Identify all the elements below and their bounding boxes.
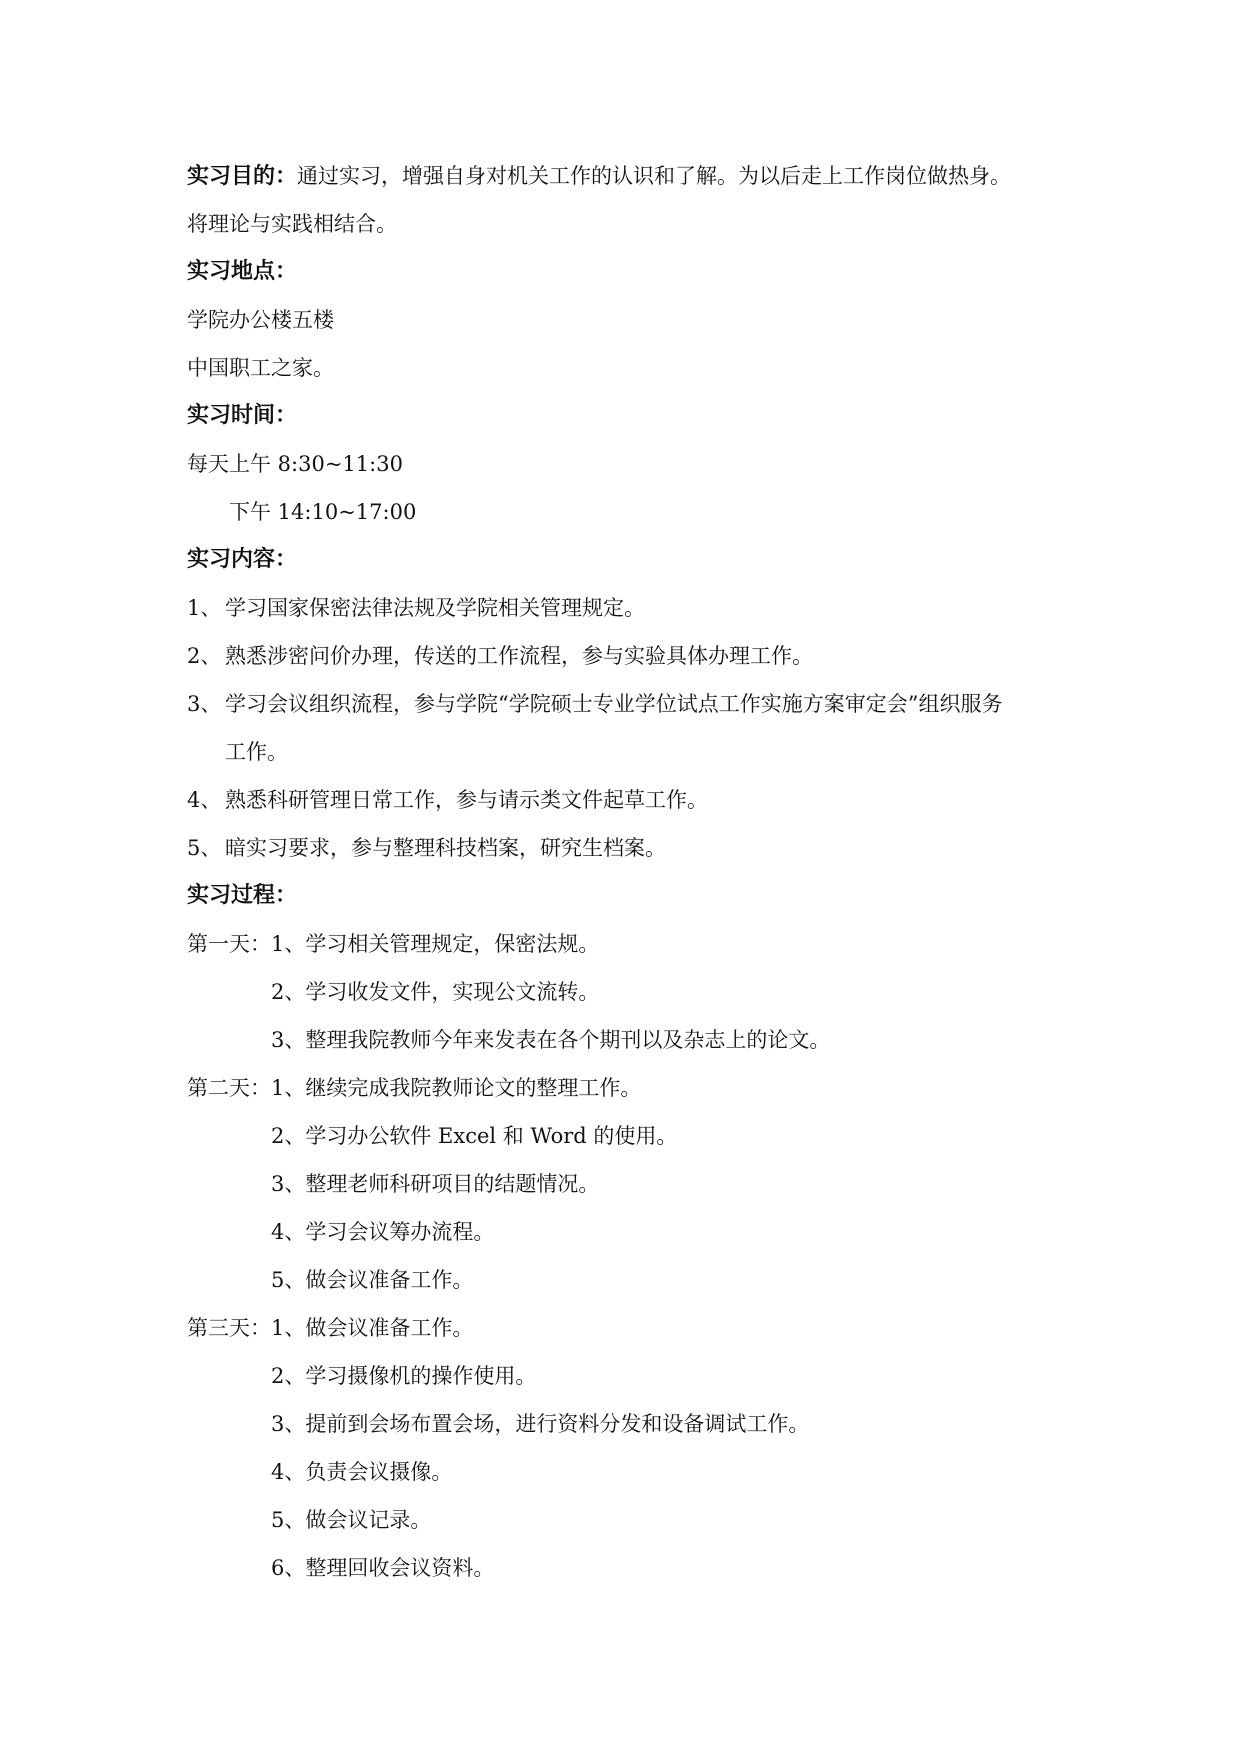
- location-item: 中国职工之家。: [187, 356, 334, 380]
- purpose-text-continued: 将理论与实践相结合。: [187, 212, 397, 236]
- process-day-item: 5、做会议记录。: [271, 1508, 432, 1532]
- process-day-item: 2、学习收发文件，实现公文流转。: [271, 980, 600, 1004]
- process-day-item: 1、学习相关管理规定，保密法规。: [271, 932, 600, 956]
- content-item: [187, 690, 1002, 718]
- content-item-text: 熟悉涉密问价办理，传送的工作流程，参与实验具体办理工作。: [225, 644, 813, 668]
- content-item-text: 学习会议组织流程，参与学院“学院硕士专业学位试点工作实施方案审定会”组织服务: [225, 692, 1003, 716]
- content-item: [187, 786, 708, 814]
- content-item-text: 学习国家保密法律法规及学院相关管理规定。: [225, 596, 645, 620]
- process-day-label: 第三天：: [187, 1316, 271, 1340]
- process-day-line: [187, 930, 599, 958]
- process-day-line: [187, 1314, 473, 1342]
- purpose-text: 通过实习，增强自身对机关工作的认识和了解。为以后走上工作岗位做热身。: [297, 164, 1012, 188]
- time-heading: 实习时间：: [187, 403, 298, 428]
- process-day-label: 第二天：: [187, 1076, 271, 1100]
- process-day-item: 2、学习办公软件 Excel 和 Word 的使用。: [271, 1124, 678, 1148]
- content-item-text-continued: 工作。: [225, 740, 288, 764]
- process-day-item: 2、学习摄像机的操作使用。: [271, 1364, 537, 1388]
- content-heading: 实习内容：: [187, 547, 298, 572]
- process-day-item: 4、负责会议摄像。: [271, 1460, 453, 1484]
- content-item-number: 3、: [187, 692, 222, 716]
- process-heading: 实习过程：: [187, 883, 298, 908]
- process-day-line: [187, 1074, 641, 1102]
- process-day-label: 第一天：: [187, 932, 271, 956]
- process-day-item: 5、做会议准备工作。: [271, 1268, 474, 1292]
- process-day-item: 3、提前到会场布置会场，进行资料分发和设备调试工作。: [271, 1412, 810, 1436]
- content-item-number: 2、: [187, 644, 222, 668]
- content-item-number: 1、: [187, 596, 222, 620]
- location-heading: 实习地点：: [187, 259, 298, 284]
- content-item: [187, 834, 666, 862]
- time-afternoon: 下午 14:10~17:00: [229, 500, 417, 524]
- time-morning: 每天上午 8:30~11:30: [187, 452, 403, 476]
- content-item-text: 暗实习要求，参与整理科技档案，研究生档案。: [225, 836, 666, 860]
- process-day-item: 4、学习会议筹办流程。: [271, 1220, 495, 1244]
- process-day-item: 3、整理我院教师今年来发表在各个期刊以及杂志上的论文。: [271, 1028, 831, 1052]
- content-item-number: 4、: [187, 788, 222, 812]
- process-day-item: 1、做会议准备工作。: [271, 1316, 474, 1340]
- content-item: [187, 594, 645, 622]
- content-item-text: 熟悉科研管理日常工作，参与请示类文件起草工作。: [225, 788, 708, 812]
- process-day-item: 3、整理老师科研项目的结题情况。: [271, 1172, 600, 1196]
- location-item: 学院办公楼五楼: [187, 308, 334, 332]
- process-day-item: 1、继续完成我院教师论文的整理工作。: [271, 1076, 642, 1100]
- purpose-heading: 实习目的：: [187, 164, 298, 189]
- content-item-number: 5、: [187, 836, 222, 860]
- process-day-item: 6、整理回收会议资料。: [271, 1556, 495, 1580]
- purpose-line: [187, 162, 1011, 191]
- content-item: [187, 642, 813, 670]
